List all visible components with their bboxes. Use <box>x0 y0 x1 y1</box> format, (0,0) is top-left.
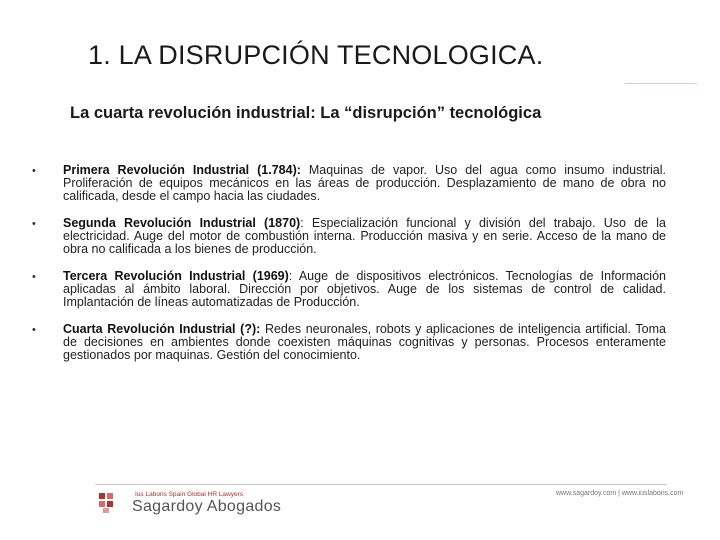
bullet-icon: • <box>32 324 36 336</box>
list-item-heading: Tercera Revolución Industrial (1969) <box>63 269 289 283</box>
list-item-text <box>63 323 666 362</box>
list-item-body: : Auge de dispositivos electrónicos. Tecnologías de Información aplicadas al ámbito laboral. Dirección por objetivos. Auge de los sistemas de control de calidad. Implantación de líneas automatizadas de Producción. <box>63 269 666 309</box>
slide-title: 1. LA DISRUPCIÓN TECNOLOGICA. <box>88 40 544 70</box>
list-item-body: Redes neuronales, robots y aplicaciones de inteligencia artificial. Toma de decisiones en ambientes donde coexisten máquinas cognitivas y personas. Procesos enteramente gestionados por maquinas. Gestión del conocimiento. <box>63 322 666 362</box>
footer-divider <box>95 484 667 485</box>
list-item <box>0 270 720 309</box>
list-item-body: Maquinas de vapor. Uso del agua como insumo industrial. Proliferación de equipos mecánicos en las áreas de producción. Desplazamiento de mano de obra no calificada, desde el campo hacia las ciudades. <box>63 163 666 203</box>
list-item-heading: Cuarta Revolución Industrial (?): <box>63 322 261 336</box>
list-item-text <box>63 270 666 309</box>
list-item <box>0 164 720 203</box>
sagardoy-logo-icon <box>97 490 121 514</box>
list-item-text <box>63 217 666 256</box>
logo-brand-name: Sagardoy Abogados <box>132 498 282 515</box>
list-item-text <box>63 164 666 203</box>
list-item <box>0 217 720 256</box>
list-item-body: : Especialización funcional y división del trabajo. Uso de la electricidad. Auge del motor de combustión interna. Producción masiva y en serie. Acceso de la mano de obra no calificada a los bienes de producción. <box>63 216 666 256</box>
slide-subtitle: La cuarta revolución industrial: La “disrupción” tecnológica <box>70 104 542 122</box>
bullet-icon: • <box>32 218 36 230</box>
title-accent-rule <box>625 83 697 84</box>
revolution-list <box>0 164 720 376</box>
logo-tagline: Ius Laboris Spain Global HR Lawyers <box>135 491 244 498</box>
list-item <box>0 323 720 362</box>
bullet-icon: • <box>32 165 36 177</box>
bullet-icon: • <box>32 271 36 283</box>
footer-links[interactable]: www.sagardoy.com | www.iuslaboris.com <box>556 490 684 497</box>
list-item-heading: Primera Revolución Industrial (1.784): <box>63 163 301 177</box>
list-item-heading: Segunda Revolución Industrial (1870) <box>63 216 301 230</box>
